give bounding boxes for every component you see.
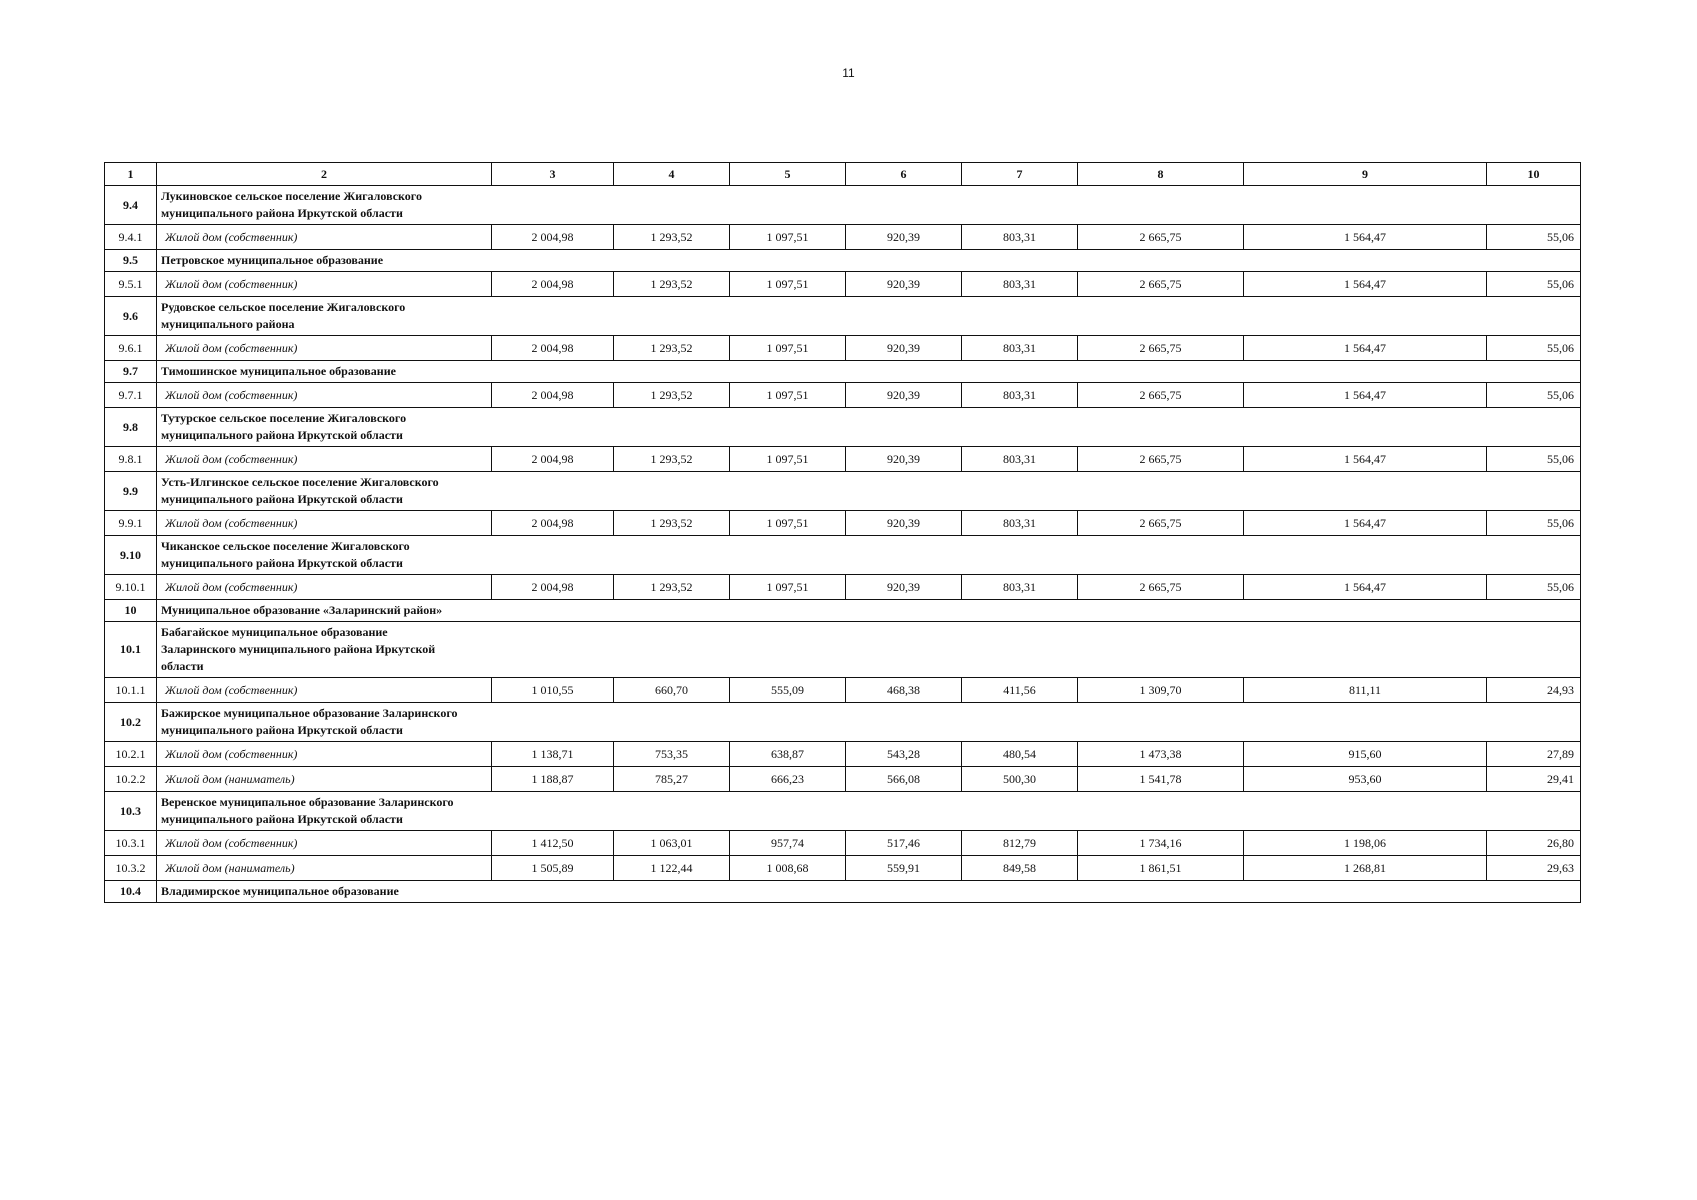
section-row bbox=[105, 250, 1581, 272]
section-number: 10.1 bbox=[105, 622, 157, 678]
value-cell-col10: 55,06 bbox=[1487, 336, 1581, 361]
section-row bbox=[105, 881, 1581, 903]
section-name bbox=[157, 250, 1581, 272]
value-cell-col5: 1 097,51 bbox=[730, 225, 846, 250]
section-name-text: Тимошинское муниципальное образование bbox=[161, 364, 396, 378]
value-cell-col6: 559,91 bbox=[846, 856, 962, 881]
value-cell-col3: 2 004,98 bbox=[492, 575, 614, 600]
value-cell-col8: 1 473,38 bbox=[1078, 742, 1244, 767]
row-name: Жилой дом (собственник) bbox=[157, 575, 492, 600]
section-name bbox=[157, 186, 1581, 225]
section-row bbox=[105, 792, 1581, 831]
value-cell-col3: 2 004,98 bbox=[492, 511, 614, 536]
section-number: 9.5 bbox=[105, 250, 157, 272]
tariff-table bbox=[104, 162, 1581, 903]
value-cell-col4: 1 293,52 bbox=[614, 383, 730, 408]
value-cell-col7: 803,31 bbox=[962, 383, 1078, 408]
row-number: 10.1.1 bbox=[105, 678, 157, 703]
value-cell-col8: 2 665,75 bbox=[1078, 272, 1244, 297]
value-cell-col4: 1 063,01 bbox=[614, 831, 730, 856]
row-name: Жилой дом (собственник) bbox=[157, 511, 492, 536]
row-name: Жилой дом (собственник) bbox=[157, 831, 492, 856]
header-cell: 4 bbox=[614, 163, 730, 186]
value-cell-col3: 1 412,50 bbox=[492, 831, 614, 856]
section-number: 9.4 bbox=[105, 186, 157, 225]
value-cell-col6: 920,39 bbox=[846, 447, 962, 472]
value-cell-col4: 1 293,52 bbox=[614, 575, 730, 600]
section-name bbox=[157, 792, 1581, 831]
header-cell: 8 bbox=[1078, 163, 1244, 186]
value-cell-col5: 1 097,51 bbox=[730, 511, 846, 536]
value-cell-col5: 1 097,51 bbox=[730, 383, 846, 408]
value-cell-col10: 24,93 bbox=[1487, 678, 1581, 703]
value-cell-col7: 803,31 bbox=[962, 336, 1078, 361]
value-cell-col5: 1 008,68 bbox=[730, 856, 846, 881]
value-cell-col5: 957,74 bbox=[730, 831, 846, 856]
table-row bbox=[105, 336, 1581, 361]
value-cell-col10: 29,63 bbox=[1487, 856, 1581, 881]
value-cell-col3: 2 004,98 bbox=[492, 336, 614, 361]
value-cell-col3: 2 004,98 bbox=[492, 272, 614, 297]
value-cell-col7: 411,56 bbox=[962, 678, 1078, 703]
value-cell-col9: 1 564,47 bbox=[1244, 225, 1487, 250]
value-cell-col4: 785,27 bbox=[614, 767, 730, 792]
value-cell-col8: 1 541,78 bbox=[1078, 767, 1244, 792]
table-row bbox=[105, 575, 1581, 600]
section-name-text: Веренское муниципальное образование Заларинского муниципального района Иркутской области bbox=[161, 795, 454, 826]
table-row bbox=[105, 831, 1581, 856]
value-cell-col6: 517,46 bbox=[846, 831, 962, 856]
section-name bbox=[157, 472, 1581, 511]
section-name bbox=[157, 622, 1581, 678]
section-row bbox=[105, 472, 1581, 511]
value-cell-col7: 803,31 bbox=[962, 511, 1078, 536]
value-cell-col7: 812,79 bbox=[962, 831, 1078, 856]
header-row bbox=[105, 163, 1581, 186]
value-cell-col8: 2 665,75 bbox=[1078, 225, 1244, 250]
value-cell-col3: 2 004,98 bbox=[492, 383, 614, 408]
value-cell-col3: 1 505,89 bbox=[492, 856, 614, 881]
value-cell-col10: 55,06 bbox=[1487, 225, 1581, 250]
value-cell-col8: 2 665,75 bbox=[1078, 511, 1244, 536]
value-cell-col8: 1 309,70 bbox=[1078, 678, 1244, 703]
value-cell-col6: 543,28 bbox=[846, 742, 962, 767]
section-name-text: Владимирское муниципальное образование bbox=[161, 884, 399, 898]
table-row bbox=[105, 272, 1581, 297]
value-cell-col8: 2 665,75 bbox=[1078, 447, 1244, 472]
row-name: Жилой дом (собственник) bbox=[157, 336, 492, 361]
section-name-text: Муниципальное образование «Заларинский район» bbox=[161, 603, 443, 617]
value-cell-col3: 1 138,71 bbox=[492, 742, 614, 767]
value-cell-col4: 753,35 bbox=[614, 742, 730, 767]
table-row bbox=[105, 742, 1581, 767]
row-number: 10.3.1 bbox=[105, 831, 157, 856]
value-cell-col4: 1 293,52 bbox=[614, 225, 730, 250]
row-name: Жилой дом (собственник) bbox=[157, 678, 492, 703]
section-number: 9.8 bbox=[105, 408, 157, 447]
section-row bbox=[105, 622, 1581, 678]
value-cell-col9: 1 564,47 bbox=[1244, 383, 1487, 408]
value-cell-col6: 468,38 bbox=[846, 678, 962, 703]
table-row bbox=[105, 225, 1581, 250]
section-number: 10.2 bbox=[105, 703, 157, 742]
row-number: 9.10.1 bbox=[105, 575, 157, 600]
value-cell-col5: 638,87 bbox=[730, 742, 846, 767]
section-name-text: Бабагайское муниципальное образование Заларинского муниципального района Иркутской области bbox=[161, 625, 436, 673]
row-name: Жилой дом (собственник) bbox=[157, 742, 492, 767]
value-cell-col9: 953,60 bbox=[1244, 767, 1487, 792]
value-cell-col4: 660,70 bbox=[614, 678, 730, 703]
row-name: Жилой дом (собственник) bbox=[157, 447, 492, 472]
value-cell-col9: 1 564,47 bbox=[1244, 511, 1487, 536]
value-cell-col7: 803,31 bbox=[962, 225, 1078, 250]
section-row bbox=[105, 600, 1581, 622]
value-cell-col5: 1 097,51 bbox=[730, 272, 846, 297]
row-number: 9.4.1 bbox=[105, 225, 157, 250]
value-cell-col5: 1 097,51 bbox=[730, 575, 846, 600]
header-cell: 1 bbox=[105, 163, 157, 186]
row-number: 10.2.2 bbox=[105, 767, 157, 792]
section-name-text: Петровское муниципальное образование bbox=[161, 253, 384, 267]
value-cell-col6: 920,39 bbox=[846, 383, 962, 408]
value-cell-col6: 920,39 bbox=[846, 225, 962, 250]
row-name: Жилой дом (наниматель) bbox=[157, 856, 492, 881]
section-row bbox=[105, 186, 1581, 225]
value-cell-col10: 55,06 bbox=[1487, 447, 1581, 472]
value-cell-col6: 920,39 bbox=[846, 272, 962, 297]
value-cell-col6: 920,39 bbox=[846, 575, 962, 600]
section-number: 9.6 bbox=[105, 297, 157, 336]
value-cell-col4: 1 293,52 bbox=[614, 336, 730, 361]
value-cell-col5: 555,09 bbox=[730, 678, 846, 703]
value-cell-col10: 55,06 bbox=[1487, 511, 1581, 536]
header-cell: 3 bbox=[492, 163, 614, 186]
row-number: 9.5.1 bbox=[105, 272, 157, 297]
table-row bbox=[105, 511, 1581, 536]
value-cell-col10: 55,06 bbox=[1487, 272, 1581, 297]
value-cell-col9: 1 564,47 bbox=[1244, 336, 1487, 361]
table-body bbox=[105, 163, 1581, 903]
section-number: 10 bbox=[105, 600, 157, 622]
row-name: Жилой дом (собственник) bbox=[157, 272, 492, 297]
section-number: 10.3 bbox=[105, 792, 157, 831]
header-cell: 7 bbox=[962, 163, 1078, 186]
row-number: 9.7.1 bbox=[105, 383, 157, 408]
header-cell: 9 bbox=[1244, 163, 1487, 186]
section-name-text: Лукиновское сельское поселение Жигаловского муниципального района Иркутской области bbox=[161, 189, 422, 220]
value-cell-col7: 480,54 bbox=[962, 742, 1078, 767]
section-number: 10.4 bbox=[105, 881, 157, 903]
section-name bbox=[157, 361, 1581, 383]
row-name: Жилой дом (собственник) bbox=[157, 383, 492, 408]
table-row bbox=[105, 856, 1581, 881]
row-number: 10.3.2 bbox=[105, 856, 157, 881]
header-cell: 5 bbox=[730, 163, 846, 186]
section-name-text: Тутурское сельское поселение Жигаловского муниципального района Иркутской области bbox=[161, 411, 407, 442]
table-row bbox=[105, 767, 1581, 792]
section-name-text: Бажирское муниципальное образование Заларинского муниципального района Иркутской области bbox=[161, 706, 458, 737]
value-cell-col10: 29,41 bbox=[1487, 767, 1581, 792]
value-cell-col10: 55,06 bbox=[1487, 575, 1581, 600]
header-cell: 2 bbox=[157, 163, 492, 186]
section-number: 9.10 bbox=[105, 536, 157, 575]
value-cell-col3: 1 188,87 bbox=[492, 767, 614, 792]
row-name: Жилой дом (собственник) bbox=[157, 225, 492, 250]
value-cell-col6: 566,08 bbox=[846, 767, 962, 792]
section-number: 9.9 bbox=[105, 472, 157, 511]
section-name bbox=[157, 297, 1581, 336]
value-cell-col9: 1 268,81 bbox=[1244, 856, 1487, 881]
section-name bbox=[157, 408, 1581, 447]
value-cell-col7: 803,31 bbox=[962, 272, 1078, 297]
value-cell-col8: 1 734,16 bbox=[1078, 831, 1244, 856]
value-cell-col7: 500,30 bbox=[962, 767, 1078, 792]
value-cell-col10: 55,06 bbox=[1487, 383, 1581, 408]
value-cell-col3: 1 010,55 bbox=[492, 678, 614, 703]
row-number: 9.6.1 bbox=[105, 336, 157, 361]
value-cell-col9: 1 564,47 bbox=[1244, 575, 1487, 600]
value-cell-col8: 2 665,75 bbox=[1078, 336, 1244, 361]
page-number: 11 bbox=[842, 66, 855, 80]
section-row bbox=[105, 536, 1581, 575]
value-cell-col5: 666,23 bbox=[730, 767, 846, 792]
value-cell-col4: 1 293,52 bbox=[614, 272, 730, 297]
value-cell-col5: 1 097,51 bbox=[730, 447, 846, 472]
section-name bbox=[157, 703, 1581, 742]
value-cell-col9: 811,11 bbox=[1244, 678, 1487, 703]
section-name-text: Чиканское сельское поселение Жигаловского муниципального района Иркутской области bbox=[161, 539, 410, 570]
section-row bbox=[105, 703, 1581, 742]
value-cell-col7: 803,31 bbox=[962, 575, 1078, 600]
section-number: 9.7 bbox=[105, 361, 157, 383]
value-cell-col3: 2 004,98 bbox=[492, 447, 614, 472]
row-name: Жилой дом (наниматель) bbox=[157, 767, 492, 792]
value-cell-col10: 27,89 bbox=[1487, 742, 1581, 767]
value-cell-col5: 1 097,51 bbox=[730, 336, 846, 361]
header-cell: 6 bbox=[846, 163, 962, 186]
section-name bbox=[157, 536, 1581, 575]
section-name-text: Рудовское сельское поселение Жигаловского муниципального района bbox=[161, 300, 406, 331]
section-name-text: Усть-Илгинское сельское поселение Жигаловского муниципального района Иркутской области bbox=[161, 475, 439, 506]
table-row bbox=[105, 678, 1581, 703]
value-cell-col4: 1 293,52 bbox=[614, 511, 730, 536]
section-row bbox=[105, 297, 1581, 336]
value-cell-col4: 1 122,44 bbox=[614, 856, 730, 881]
section-name bbox=[157, 600, 1581, 622]
value-cell-col4: 1 293,52 bbox=[614, 447, 730, 472]
table-row bbox=[105, 447, 1581, 472]
value-cell-col6: 920,39 bbox=[846, 336, 962, 361]
value-cell-col7: 849,58 bbox=[962, 856, 1078, 881]
value-cell-col8: 1 861,51 bbox=[1078, 856, 1244, 881]
value-cell-col10: 26,80 bbox=[1487, 831, 1581, 856]
row-number: 9.8.1 bbox=[105, 447, 157, 472]
table-row bbox=[105, 383, 1581, 408]
value-cell-col8: 2 665,75 bbox=[1078, 383, 1244, 408]
value-cell-col8: 2 665,75 bbox=[1078, 575, 1244, 600]
value-cell-col3: 2 004,98 bbox=[492, 225, 614, 250]
value-cell-col7: 803,31 bbox=[962, 447, 1078, 472]
row-number: 9.9.1 bbox=[105, 511, 157, 536]
value-cell-col9: 1 198,06 bbox=[1244, 831, 1487, 856]
section-row bbox=[105, 408, 1581, 447]
value-cell-col9: 1 564,47 bbox=[1244, 447, 1487, 472]
value-cell-col6: 920,39 bbox=[846, 511, 962, 536]
section-name bbox=[157, 881, 1581, 903]
value-cell-col9: 1 564,47 bbox=[1244, 272, 1487, 297]
row-number: 10.2.1 bbox=[105, 742, 157, 767]
header-cell: 10 bbox=[1487, 163, 1581, 186]
value-cell-col9: 915,60 bbox=[1244, 742, 1487, 767]
section-row bbox=[105, 361, 1581, 383]
